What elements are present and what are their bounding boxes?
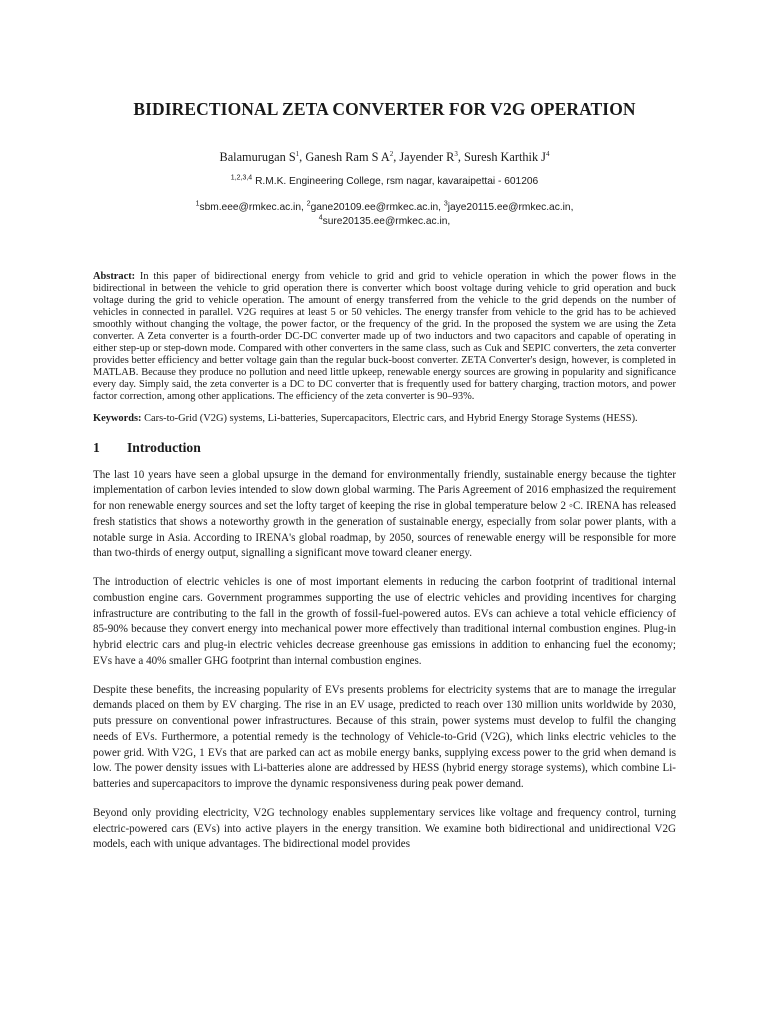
email-address[interactable]: jaye20115.ee@rmkec.ac.in, [447,202,574,213]
author: Suresh Karthik $J^4$ [464,149,550,164]
body-paragraph: Despite these benefits, the increasing popularity of EVs presents problems for electricity systems that are to manage the irregular demands placed on them by EV charging. The rise in an EV usage, predicted to reach over 130 million units worldwide by 2030, puts pressure on conventional power infrastructures. Because of this strain, power systems must develop to fulfil the changing needs of EVs. Furthermore, a potential remedy is the technology of Vehicle-to-Grid (V2G), which links electric vehicles to the power grid. With V2G, 1 EVs that are parked can act as mobile energy banks, supplying excess power to the grid when demand is low. The power density issues with Li-batteries alone are addressed by HESS (hybrid energy storage systems), which combine Li-batteries and supercapacitors to improve the dynamic responsiveness during peak power demand. [93,683,676,791]
keywords [93,413,676,425]
abstract [93,271,676,404]
section-title: Introduction [127,439,201,455]
affiliation: $^{1,2,3,4}$ R.M.K. Engineering College, rsm nagar, kavaraipettai - 601206 [230,174,539,187]
email-address[interactable]: sure20135.ee@rmkec.ac.in, [322,216,451,227]
keywords-label: Keywords: [93,412,142,424]
abstract-text: In this paper of bidirectional energy from vehicle to grid and grid to vehicle operation in which the power flows in the bidirectional in between the vehicle to grid operation there is converter which boost voltage during vehicle to grid operation and buck voltage during the grid to vehicle operation. The amount of energy transferred from the vehicle to the grid depends on the number of vehicles in connected in parallel. V2G requires at least 5 or 50 vehicles. The energy transfer from vehicle to the grid has to be achieved smoothly without changing the voltage, the power factor, or the frequency of the grid. In the proposed the system we are using the Zeta converter. A Zeta converter is a fourth-order DC-DC converter made up of two inductors and two capacitors and capable of operating in either step-up or step-down mode. Compared with other converters in the same class, such as Cuk and SEPIC converters, the zeta converter provides better efficiency and better voltage gain than the regular buck-boost converter. ZETA Converter's design, however, is completed in MATLAB. Because they produce no pollution and need little upkeep, renewable energy sources are growing in popularity and significance every day. Simply said, the zeta converter is a DC to DC converter that is frequently used for battery charging, traction motors, and power factor correction, among other applications. The efficiency of the zeta converter is 90–93%. [93,271,676,403]
paper-title: BIDIRECTIONAL ZETA CONVERTER FOR V2G OPERATION [133,99,636,119]
body-paragraph: The last 10 years have seen a global upsurge in the demand for environmentally friendly, sustainable energy because the tighter implementation of carbon levies intended to slow down global warming. The Paris Agreement of 2016 emphasized the requirement for non renewable energy sources and set the lofty target of keeping the rise in global temperature below 2 ◦C. IRENA has released fresh statistics that shows a noteworthy growth in the generation of sustainable energy, especially from solar power plants, with a notable surge in Asia. According to IRENA's global roadmap, by 2050, sources of renewable energy will be responsible for more than two-thirds of energy output, signalling a significant move toward cleaner energy. [93,468,676,560]
body-paragraph: The introduction of electric vehicles is one of most important elements in reducing the carbon footprint of traditional internal combustion engine cars. Government programmes supporting the use of electric vehicles and providing incentives for charging infrastructure are contributing to the fall in the growth of fossil-fuel-powered autos. EVs can achieve a total vehicle efficiency of 85-90% because they convert energy into mechanical power more effectively than traditional internal combustion engines. Plug-in hybrid electric cars and plug-in electric vehicles decrease greenhouse gas emissions in addition to enhancing fuel the economy; EVs have a 40% smaller GHG footprint than internal combustion engines. [93,576,676,667]
author: Ganesh Ram S $A^2$, [305,149,400,164]
author: Balamurugan $S^1$, [219,149,306,164]
author: Jayender $R^3$, [399,149,464,164]
section-number: 1 [93,439,100,455]
abstract-label: Abstract: [93,271,136,282]
email-address[interactable]: sbm.eee@rmkec.ac.in, [199,202,304,213]
email-line: $^4$sure20135.ee@rmkec.ac.in, [318,214,451,227]
author-list [93,150,676,165]
section-heading [93,440,676,456]
author-emails [93,201,676,229]
keywords-text: Cars-to-Grid (V2G) systems, Li-batteries, Supercapacitors, Electric cars, and Hybrid Energy Storage Systems (HESS). [144,412,638,424]
email-line: $^1$sbm.eee@rmkec.ac.in, $^2$gane20109.ee@rmkec.ac.in, $^3$jaye20115.ee@rmkec.ac.in, [195,200,574,213]
email-address[interactable]: gane20109.ee@rmkec.ac.in, [310,202,441,213]
body-paragraph: Beyond only providing electricity, V2G technology enables supplementary services like voltage and frequency control, turning electric-powered cars (EVs) into active players in the energy transition. We examine both bidirectional and unidirectional V2G models, each with unique advantages. The bidirectional model provides [93,806,676,851]
